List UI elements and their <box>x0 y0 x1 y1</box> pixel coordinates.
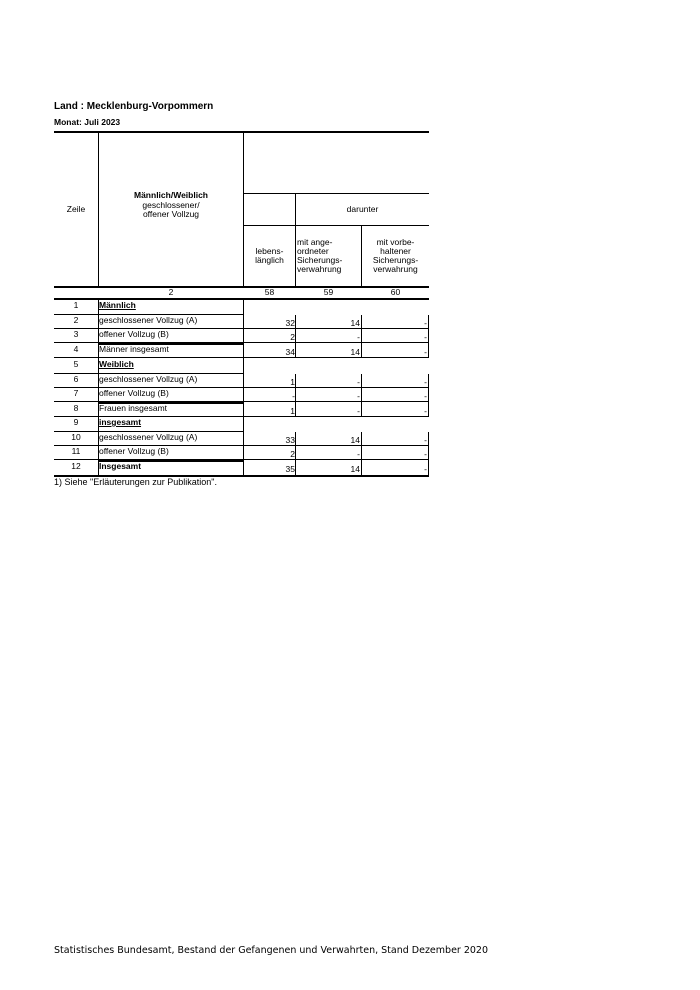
row-3-v59: - <box>357 332 360 342</box>
header-num58: 58 <box>264 287 275 297</box>
row-6-label: geschlossener Vollzug (A) <box>99 374 198 384</box>
header-col58-line2: länglich <box>255 255 284 265</box>
row-7-v58: - <box>292 391 295 401</box>
row-1-zeile: 1 <box>73 300 79 310</box>
row-11-v59: - <box>357 449 360 459</box>
row-2-zeile: 2 <box>73 315 79 325</box>
row-2-v60: - <box>424 318 427 328</box>
row-4-v59: 14 <box>350 347 360 357</box>
row-9-zeile: 9 <box>73 417 79 427</box>
row-8-v59: - <box>357 406 360 416</box>
row-11-zeile: 11 <box>71 446 81 456</box>
row-8-v60: - <box>424 406 427 416</box>
monat-subtitle: Monat: Juli 2023 <box>54 117 121 127</box>
row-10-label: geschlossener Vollzug (A) <box>99 432 198 442</box>
row-10-v60: - <box>424 435 427 445</box>
row-1-label: Männlich <box>99 300 136 310</box>
row-6-v58: 1 <box>290 377 295 387</box>
header-mw-title: Männlich/Weiblich <box>134 190 208 200</box>
header-num-label: 2 <box>168 287 174 297</box>
header-num59: 59 <box>323 287 334 297</box>
row-3-zeile: 3 <box>73 329 79 339</box>
row-4-v60: - <box>424 347 427 357</box>
row-4-label: Männer insgesamt <box>99 344 169 354</box>
header-col58-line1: lebens- <box>255 246 284 256</box>
header-mw-sub2: offener Vollzug <box>142 209 200 219</box>
row-8-label: Frauen insgesamt <box>99 403 168 413</box>
row-8-v58: 1 <box>290 406 295 416</box>
row-12-v58: 35 <box>285 464 295 474</box>
row-3-v60: - <box>424 332 427 342</box>
header-col59-line3: Sicherungs- <box>297 255 343 265</box>
row-4-zeile: 4 <box>73 344 79 354</box>
row-10-v59: 14 <box>350 435 360 445</box>
row-9-label: insgesamt <box>99 417 142 427</box>
header-col60-line1: mit vorbe- <box>376 237 415 247</box>
row-7-v60: - <box>424 391 427 401</box>
row-3-label: offener Vollzug (B) <box>99 329 169 339</box>
row-5-zeile: 5 <box>73 359 79 369</box>
row-2-v59: 14 <box>350 318 360 328</box>
row-7-label: offener Vollzug (B) <box>99 388 169 398</box>
page-footer: Statistisches Bundesamt, Bestand der Gefangenen und Verwahrten, Stand Dezember 2020 <box>54 945 489 956</box>
row-3-v58: 2 <box>290 332 295 342</box>
header-hline-2 <box>243 225 429 226</box>
row-12-v59: 14 <box>350 464 360 474</box>
row-7-zeile: 7 <box>73 388 79 398</box>
header-col59-line2: ordneter <box>297 246 329 256</box>
row-6-zeile: 6 <box>73 374 79 384</box>
header-num60: 60 <box>390 287 401 297</box>
header-mw-sub1: geschlossener/ <box>142 200 200 210</box>
row-5-label: Weiblich <box>99 359 134 369</box>
row-10-v58: 33 <box>285 435 295 445</box>
row-6-v59: - <box>357 377 360 387</box>
header-hline-1 <box>243 193 429 194</box>
header-col59-line4: verwahrung <box>297 264 342 274</box>
row-2-v58: 32 <box>285 318 295 328</box>
header-col60-line2: haltener <box>380 246 411 256</box>
row-10-zeile: 10 <box>71 432 81 442</box>
row-6-v60: - <box>424 377 427 387</box>
row-2-label: geschlossener Vollzug (A) <box>99 315 198 325</box>
row-7-v59: - <box>357 391 360 401</box>
header-col60-line3: Sicherungs- <box>372 255 419 265</box>
row-4-v58: 34 <box>285 347 295 357</box>
row-11-v58: 2 <box>290 449 295 459</box>
row-8-zeile: 8 <box>73 403 79 413</box>
row-12-label: Insgesamt <box>99 461 142 471</box>
table-top-rule <box>54 131 429 133</box>
row-12-zeile: 12 <box>71 461 81 471</box>
row-11-label: offener Vollzug (B) <box>99 446 169 456</box>
row-11-v60: - <box>424 449 427 459</box>
header-col60-line4: verwahrung <box>373 264 418 274</box>
land-title: Land : Mecklenburg-Vorpommern <box>54 101 214 112</box>
header-col59-line1: mit ange- <box>297 237 333 247</box>
header-darunter: darunter <box>346 204 379 214</box>
row-12-v60: - <box>424 464 427 474</box>
header-zeile: Zeile <box>66 204 86 214</box>
footnote: 1) Siehe "Erläuterungen zur Publikation". <box>54 477 217 487</box>
